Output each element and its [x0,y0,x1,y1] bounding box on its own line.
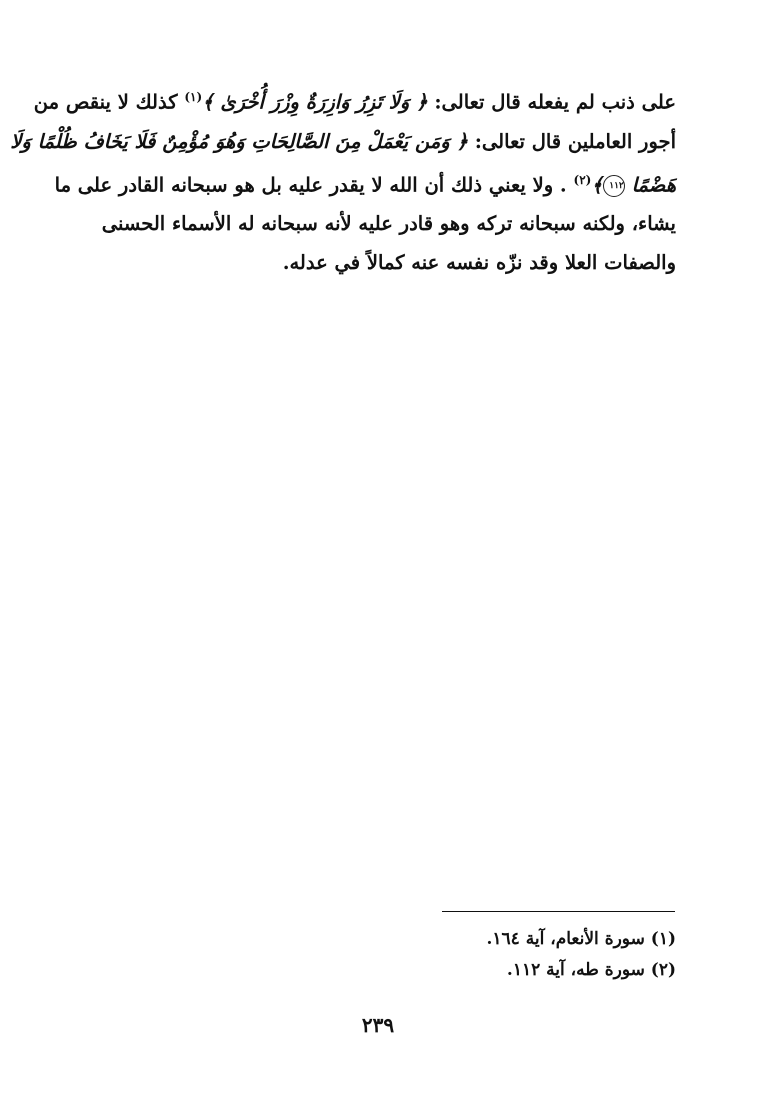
line1-pre: على ذنب لم يفعله قال تعالى: [434,90,676,114]
page-number: ٢٣٩ [361,1013,395,1037]
line2-pre: أجور العاملين قال تعالى: [474,129,676,153]
main-text [10,78,676,282]
text-line-2 [10,122,676,161]
text-line-1 [33,78,676,122]
text-line-4: يشاء، ولكنه سبحانه تركه وهو قادر عليه لأنه سبحانه له الأسماء الحسنى [101,212,676,235]
footnote-ref-2: (٢) [573,172,592,187]
footnotes [380,924,676,986]
quran-close-bracket: ﴾ [591,173,603,196]
text-line-3 [54,161,676,205]
quran-verse-2: ﴿ وَمَن يَعْمَلْ مِنَ الصَّالِحَاتِ وَهُوَ مُؤْمِنٌ فَلَا يَخَافُ ظُلْمًا وَلَا [10,129,468,153]
footnote-divider [442,911,675,912]
ayah-number-marker: ١١٢ [603,175,625,197]
line1-post: كذلك لا ينقص من [33,90,178,114]
quran-verse-1: ﴿ وَلَا تَزِرُ وَازِرَةٌ وِزْرَ أُخْرَىٰ ﴾ [202,90,428,114]
text-line-5: والصفات العلا وقد نزّه نفسه عنه كمالاً في عدله. [282,251,676,274]
footnote-2: (٢) سورة طه، آية ١١٢. [506,960,676,980]
footnote-ref-1: (١) [184,90,203,104]
line3-post: . ولا يعني ذلك أن الله لا يقدر عليه بل هو سبحانه القادر على ما [54,173,567,196]
footnote-1: (١) سورة الأنعام، آية ١٦٤. [486,929,676,949]
quran-verse-2-end: هَضْمًا [631,173,676,196]
